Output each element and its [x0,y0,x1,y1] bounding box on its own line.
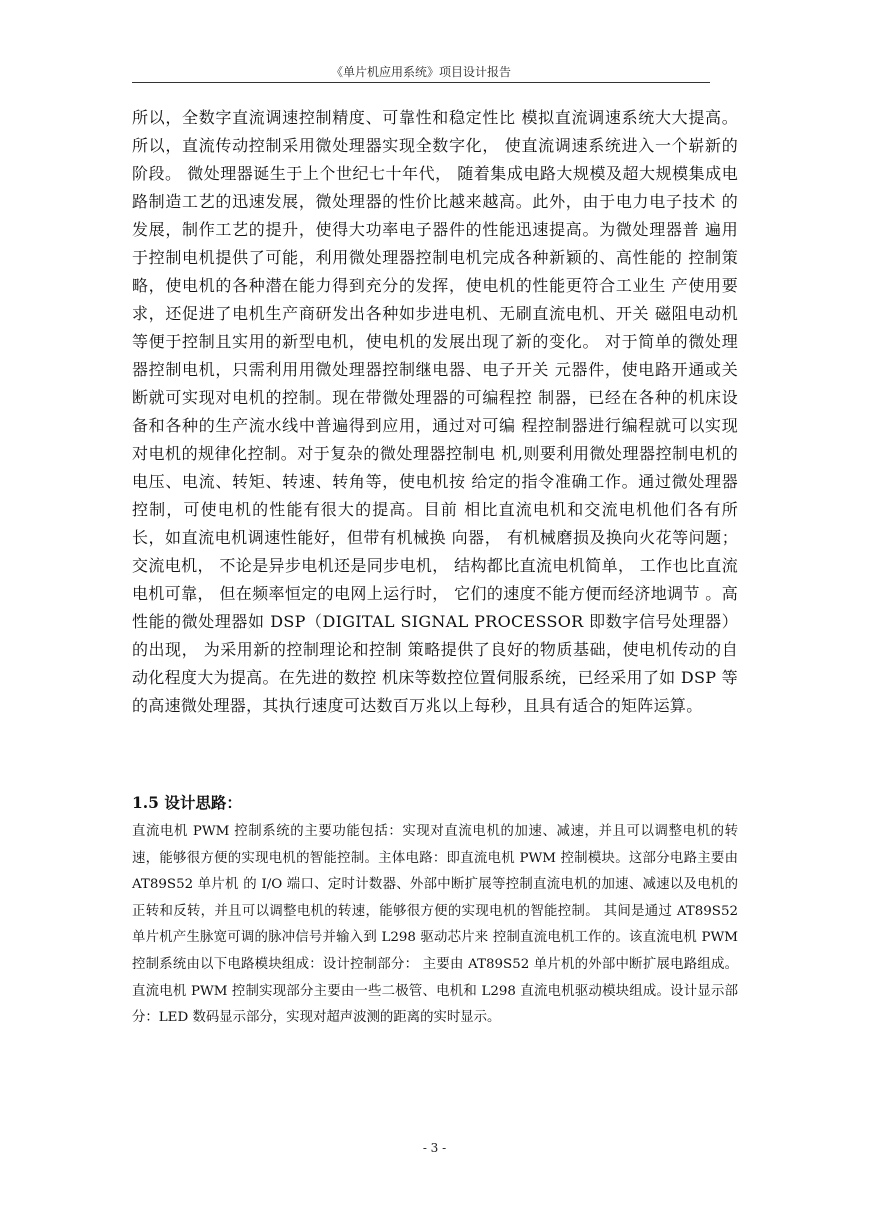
section-paragraph: 直流电机 PWM 控制系统的主要功能包括：实现对直流电机的加速、减速，并且可以调整电机的转速，能够很方便的实现电机的智能控制。主体电路：即直流电机 PWM 控制模块。这部分电路主要由 AT89S52 单片机 的 I/O 端口、定时计数器、外部中断扩展等控制直流电机的加速、减速以及电机的正转和反转，并且可以调整电机的转速，能够很方便的实现电机的智能控制。 其间是通过 AT89S52 单片机产生脉宽可调的脉冲信号并输入到 L298 驱动芯片来 控制直流电机工作的。该直流电机 PWM 控制系统由以下电路模块组成：设计控制部分： 主要由 AT89S52 单片机的外部中断扩展电路组成。直流电机 PWM 控制实现部分主要由一些二极管、电机和 L298 直流电机驱动模块组成。设计显示部分：LED 数码显示部分，实现对超声波测的距离的实时显示。 [132,824,738,1026]
page-number: - 3 - [422,1141,447,1155]
section-heading: 1.5 设计思路： [132,793,242,812]
page-header-title: 《单片机应用系统》项目设计报告 [330,65,511,79]
body-paragraph: 所以，全数字直流调速控制精度、可靠性和稳定性比 模拟直流调速系统大大提高。所以，直流传动控制采用微处理器实现全数字化， 使直流调速系统进入一个崭新的阶段。 微处理器诞生于上个世纪七十年代， 随着集成电路大规模及超大规模集成电 路制造工艺的迅速发展，微处理器的性价比越来越高。此外，由于电力电子技术 的发展，制作工艺的提升，使得大功率电子器件的性能迅速提高。为微处理器普 遍用于控制电机提供了可能，利用微处理器控制电机完成各种新颖的、高性能的 控制策略，使电机的各种潜在能力得到充分的发挥，使电机的性能更符合工业生 产使用要求，还促进了电机生产商研发出各种如步进电机、无刷直流电机、开关 磁阻电动机等便于控制且实用的新型电机，使电机的发展出现了新的变化。 对于简单的微处理器控制电机，只需利用用微处理器控制继电器、电子开关 元器件，使电路开通或关断就可实现对电机的控制。现在带微处理器的可编程控 制器，已经在各种的机床设备和各种的生产流水线中普遍得到应用，通过对可编 程控制器进行编程就可以实现对电机的规律化控制。对于复杂的微处理器控制电 机,则要利用微处理器控制电机的电压、电流、转矩、转速、转角等，使电机按 给定的指令准确工作。通过微处理器控制，可使电机的性能有很大的提高。目前 相比直流电机和交流电机他们各有所长，如直流电机调速性能好，但带有机械换 向器， 有机械磨损及换向火花等问题； 交流电机， 不论是异步电机还是同步电机， 结构都比直流电机简单， 工作也比直流电机可靠， 但在频率恒定的电网上运行时， 它们的速度不能方便而经济地调节 。高性能的微处理器如 DSP（DIGITAL SIGNAL PROCESSOR 即数字信号处理器）的出现， 为采用新的控制理论和控制 策略提供了良好的物质基础，使电机传动的自动化程度大为提高。在先进的数控 机床等数控位置伺服系统，已经采用了如 DSP 等的高速微处理器，其执行速度可达数百万兆以上每秒，且具有适合的矩阵运算。 [132,108,738,715]
header-divider [132,82,710,83]
